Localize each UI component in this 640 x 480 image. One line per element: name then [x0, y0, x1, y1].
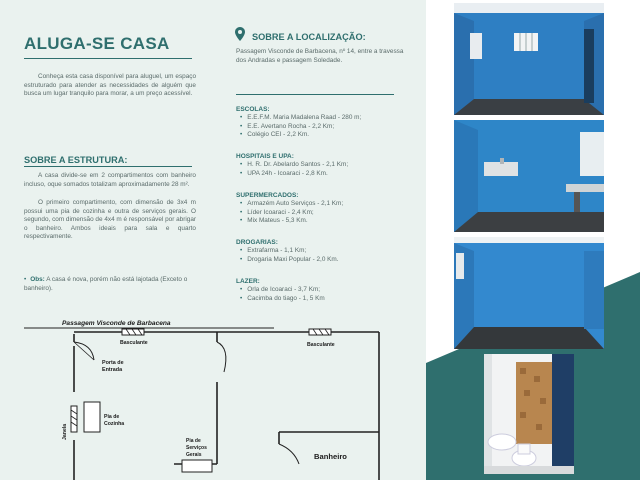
- page-title: ALUGA-SE CASA: [24, 34, 170, 53]
- category-escolas-title: ESCOLAS:: [236, 106, 270, 113]
- basculante-label-1: Basculante: [120, 340, 148, 346]
- service-sink: [182, 460, 212, 472]
- intro-paragraph: Conheça esta casa disponível para aluguel, um espaço estruturado para atender as necessidades de alguém que busca um lugar tranquilo para morar, a um preço acessível.: [24, 73, 196, 98]
- pia-cozinha-line1: Pia de: [104, 414, 120, 420]
- porta-label-line1: Porta de: [102, 360, 124, 366]
- category-supermercados-title: SUPERMERCADOS:: [236, 192, 299, 199]
- category-drogarias-list: [240, 247, 339, 264]
- list-item: • Orla de Icoaraci - 3,7 Km;: [240, 286, 325, 295]
- category-hospitais-title: HOSPITAIS E UPA:: [236, 153, 294, 160]
- category-drogarias-title: DROGARIAS:: [236, 239, 278, 246]
- basculante-label-2: Basculante: [307, 342, 335, 348]
- list-item: • UPA 24h - Icoaraci - 2,8 Km.: [240, 170, 348, 179]
- list-item: • Extrafarma - 1,1 Km;: [240, 247, 339, 256]
- localizacao-address: Passagem Visconde de Barbacena, nº 14, entre a travessa dos Andradas e passagem Soledade.: [236, 48, 404, 64]
- pia-servicos-line2: Serviços: [186, 445, 207, 451]
- bullet-icon: •: [24, 276, 27, 283]
- janela-label: Janela: [62, 423, 68, 440]
- porta-label-line2: Entrada: [102, 367, 123, 373]
- bathroom-door-swing: [279, 444, 299, 464]
- photo-kitchen: [454, 120, 604, 232]
- category-escolas-list: [240, 114, 361, 140]
- list-item: • Cacimba do tiago - 1, 5 Km: [240, 295, 325, 304]
- list-item: • Colégio CEI - 2,2 Km.: [240, 131, 361, 140]
- pia-cozinha-line2: Cozinha: [104, 421, 125, 427]
- photo-room-door: [454, 3, 604, 115]
- title-divider: [24, 58, 192, 59]
- list-item: • Drogaria Maxi Popular - 2,0 Km.: [240, 256, 339, 265]
- category-lazer-list: [240, 286, 325, 303]
- estrutura-paragraph-1: A casa divide-se em 2 compartimentos com banheiro incluso, oque somados totalizam aproximadamente 28 m².: [24, 172, 196, 188]
- category-hospitais-list: [240, 161, 348, 178]
- localizacao-divider: [236, 94, 394, 95]
- obs-text: A casa é nova, porém não está lajotada (Exceto o banheiro).: [24, 276, 188, 292]
- estrutura-divider: [24, 166, 192, 167]
- list-item: • Armazém Auto Serviços - 2,1 Km;: [240, 200, 343, 209]
- internal-door-swing: [217, 342, 226, 372]
- kitchen-sink: [84, 402, 100, 432]
- list-item: • H. R. Dr. Abelardo Santos - 2,1 Km;: [240, 161, 348, 170]
- estrutura-paragraph-2: O primeiro compartimento, com dimensão de 3x4 m possui uma pia de cozinha e outra de serviços gerais. O segundo, com dimensão de 4x4 m é responsável por abrigar o banheiro. Ambos ideais para sala e quarto respectivamente.: [24, 199, 196, 241]
- list-item: • E.E. Avertano Rocha - 2,2 Km;: [240, 123, 361, 132]
- obs-label: Obs:: [30, 276, 45, 283]
- basculante-window-1: [122, 329, 144, 335]
- estrutura-heading: SOBRE A ESTRUTURA:: [24, 155, 128, 165]
- basculante-window-2: [309, 329, 331, 335]
- category-lazer-title: LAZER:: [236, 278, 260, 285]
- category-supermercados-list: [240, 200, 343, 226]
- location-pin-icon: [235, 27, 245, 41]
- street-label: Passagem Visconde de Barbacena: [62, 320, 171, 327]
- photo-bathroom: [484, 354, 574, 474]
- banheiro-label: Banheiro: [314, 452, 347, 461]
- pia-servicos-line1: Pia de: [186, 438, 201, 444]
- list-item: • Mix Mateus - 5,3 Km.: [240, 217, 343, 226]
- list-item: • E.E.F.M. Maria Madalena Raad - 280 m;: [240, 114, 361, 123]
- side-window: [71, 406, 77, 432]
- list-item: • Líder Icoaraci - 2,4 Km;: [240, 209, 343, 218]
- localizacao-heading: SOBRE A LOCALIZAÇÃO:: [252, 32, 366, 42]
- floor-plan: [24, 312, 404, 480]
- obs-note: [24, 276, 196, 293]
- photo-room-window: [454, 237, 604, 349]
- pia-servicos-line3: Gerais: [186, 452, 202, 458]
